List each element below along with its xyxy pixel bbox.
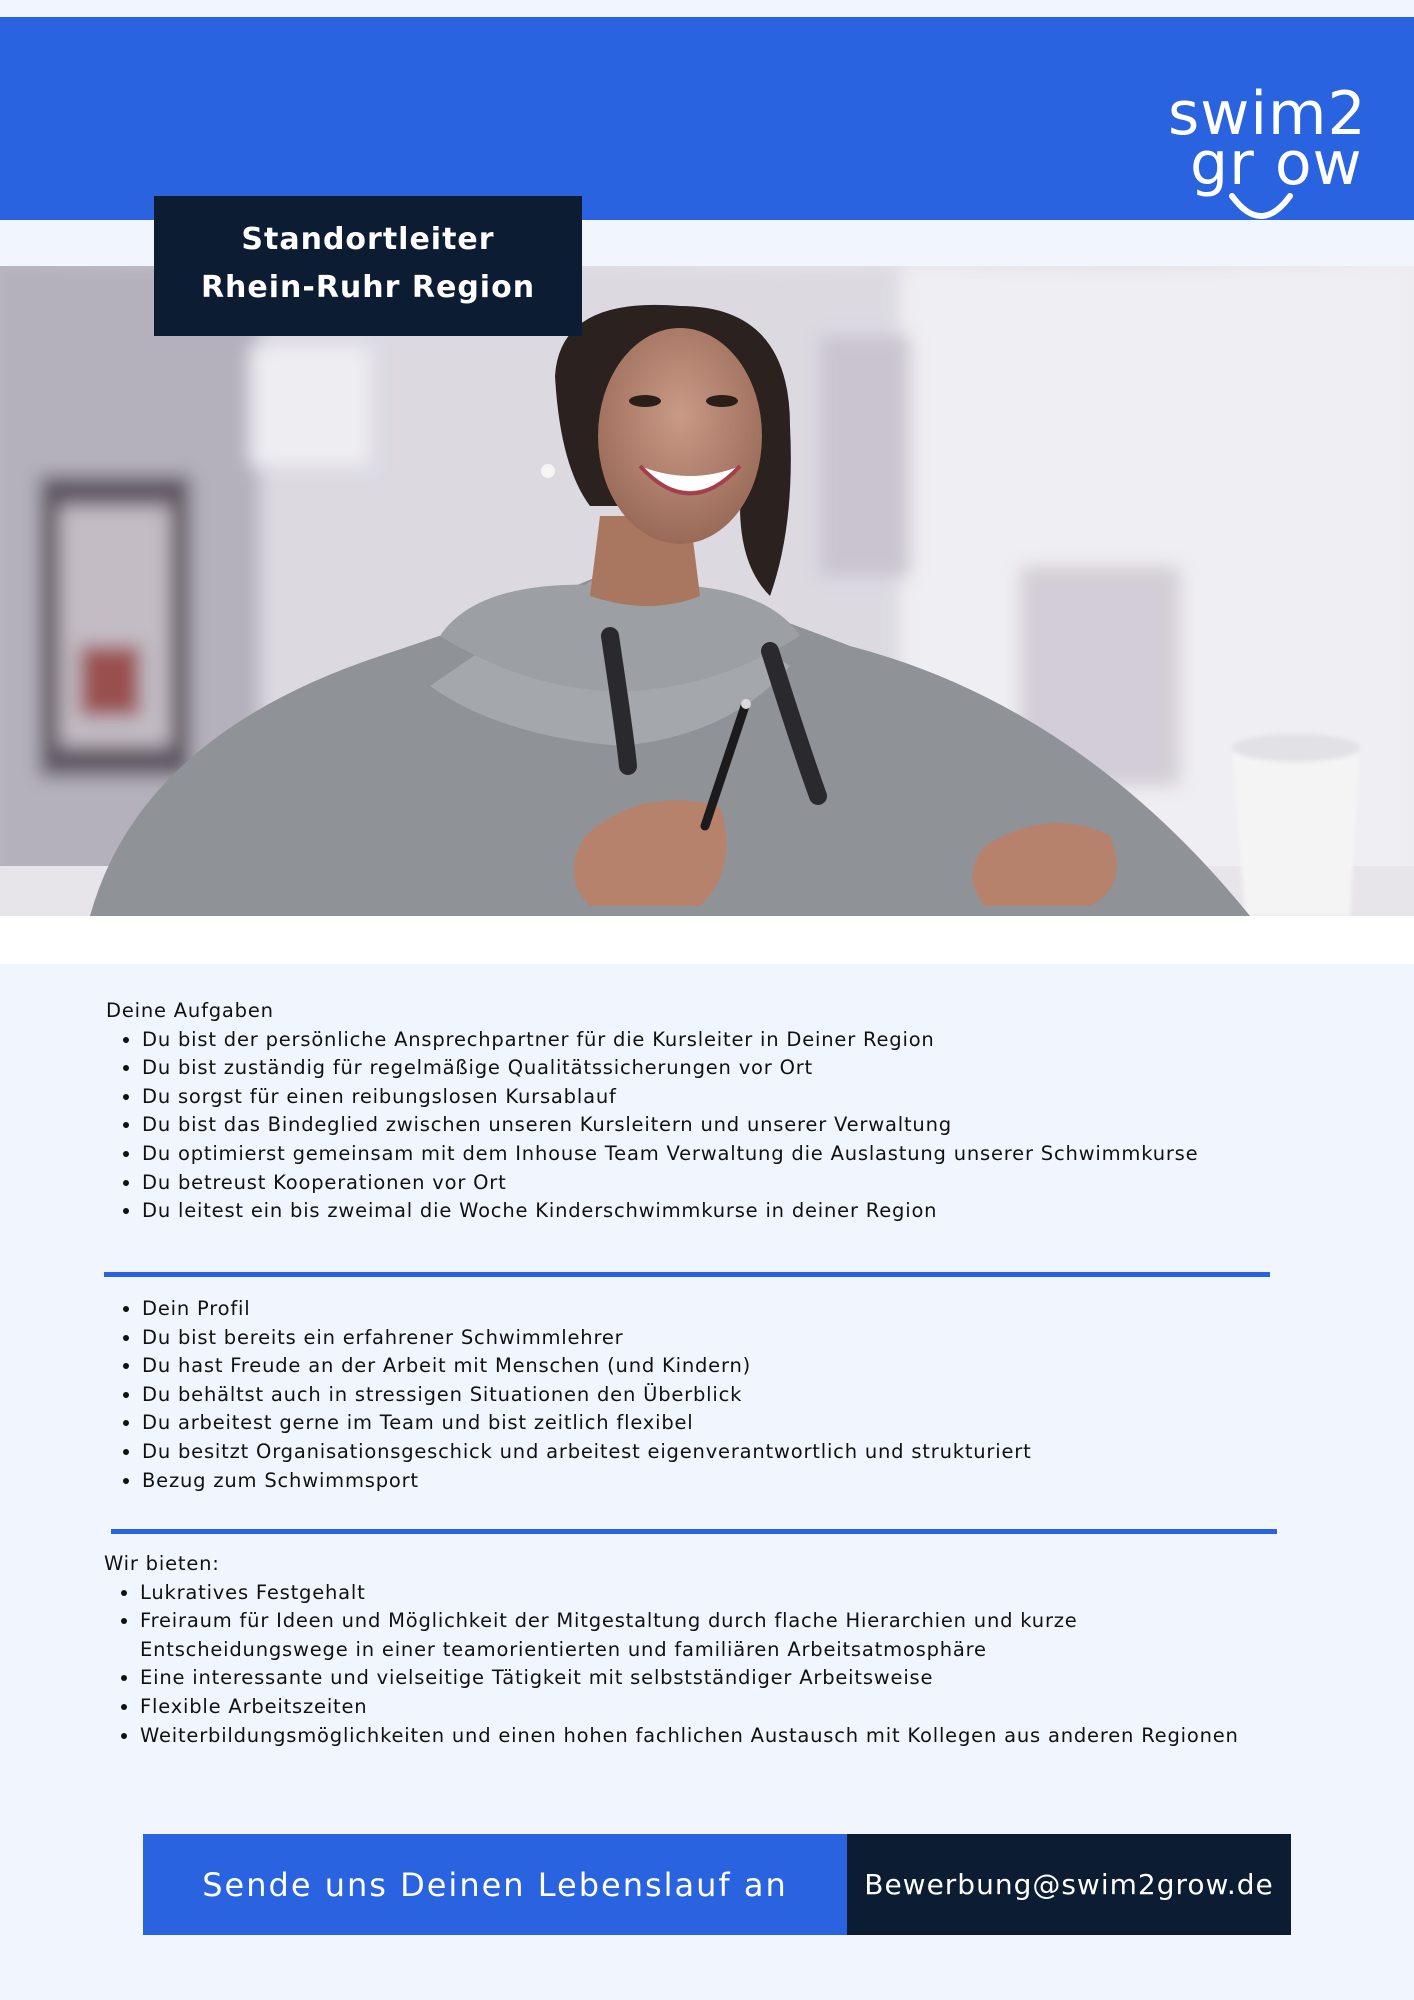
list-item: • Flexible Arbeitszeiten <box>140 1693 1332 1722</box>
list-item: • Du arbeitest gerne im Team und bist zeitlich flexibel <box>142 1409 1304 1438</box>
list-item: • Dein Profil <box>142 1295 1304 1324</box>
job-title: Standortleiter <box>241 222 495 257</box>
list-item: • Du behältst auch in stressigen Situationen den Überblick <box>142 1381 1304 1410</box>
photo-bottom-strip <box>0 916 1414 964</box>
smile-icon <box>1226 192 1296 224</box>
header-band <box>0 17 1414 220</box>
job-title-box <box>154 196 582 336</box>
list-item: • Du besitzt Organisationsgeschick und arbeitest eigenverantwortlich und strukturiert <box>142 1438 1304 1467</box>
job-region: Rhein-Ruhr Region <box>200 270 536 305</box>
list-item: • Du bist bereits ein erfahrener Schwimmlehrer <box>142 1324 1304 1353</box>
profil-section <box>104 1295 1304 1495</box>
cta-text: Sende uns Deinen Lebenslauf an <box>143 1834 847 1935</box>
bieten-heading: Wir bieten: <box>104 1552 220 1575</box>
aufgaben-section <box>104 997 1304 1226</box>
list-item: • Bezug zum Schwimmsport <box>142 1467 1304 1496</box>
divider <box>111 1529 1277 1534</box>
list-item: • Eine interessante und vielseitige Tätigkeit mit selbstständiger Arbeitsweise <box>140 1664 1332 1693</box>
list-item: • Du bist der persönliche Ansprechpartner für die Kursleiter in Deiner Region <box>142 1026 1304 1055</box>
list-item: • Du hast Freude an der Arbeit mit Menschen (und Kindern) <box>142 1352 1304 1381</box>
hero-photo <box>0 266 1414 916</box>
list-item: • Du betreust Kooperationen vor Ort <box>142 1169 1304 1198</box>
list-item: • Weiterbildungsmöglichkeiten und einen hohen fachlichen Austausch mit Kollegen aus anderen Regionen <box>140 1722 1332 1751</box>
application-email-link[interactable]: Bewerbung@swim2grow.de <box>847 1834 1291 1935</box>
divider <box>104 1272 1270 1277</box>
list-item: • Du sorgst für einen reibungslosen Kursablauf <box>142 1083 1304 1112</box>
bieten-section <box>102 1550 1332 1750</box>
list-item: • Du leitest ein bis zweimal die Woche Kinderschwimmkurse in deiner Region <box>142 1197 1304 1226</box>
logo-line-2: gr ow <box>1190 129 1363 199</box>
list-item: • Du bist zuständig für regelmäßige Qualitätssicherungen vor Ort <box>142 1054 1304 1083</box>
list-item: • Du bist das Bindeglied zwischen unseren Kursleitern und unserer Verwaltung <box>142 1111 1304 1140</box>
list-item: • Freiraum für Ideen und Möglichkeit der Mitgestaltung durch flache Hierarchien und kurze Entscheidungswege in einer teamorientierten und familiären Arbeitsatmosphäre <box>140 1607 1140 1664</box>
aufgaben-heading: Deine Aufgaben <box>106 999 274 1022</box>
list-item: • Lukratives Festgehalt <box>140 1579 1332 1608</box>
swim2grow-logo <box>1168 79 1368 214</box>
list-item: • Du optimierst gemeinsam mit dem Inhouse Team Verwaltung die Auslastung unserer Schwimmkurse <box>142 1140 1304 1169</box>
logo-line-1: swim2 <box>1168 79 1367 149</box>
